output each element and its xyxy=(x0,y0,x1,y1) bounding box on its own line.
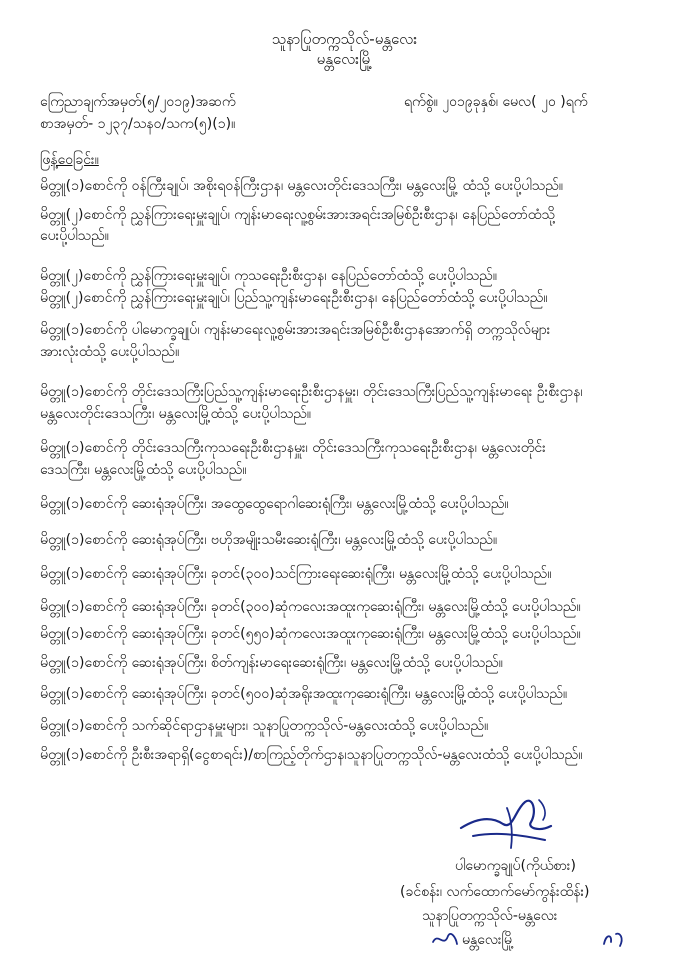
handwritten-signature xyxy=(455,788,565,860)
distribution-line: မိတ္တူ(၁)စောင်ကို ဆေးရုံအုပ်ကြီး၊ ခုတင်(၃၀၀)သင်ကြားရေးဆေးရုံကြီး၊ မန္တလေးမြို့ထံသို့ ပေးပို့ပါသည်။ xyxy=(40,566,552,582)
letter-date: ရက်စွဲ။ ၂၀၁၉ခုနှစ်၊ မေလ( ၂၀ )ရက် xyxy=(404,94,588,110)
distribution-line: မိတ္တူ(၂)စောင်ကို ညွှန်ကြားရေးမှူးချုပ်၊ ကျန်းမာရေးလူ့စွမ်းအားအရင်းအမြစ်ဦးစီးဌာန၊ နေပြည်တော်ထံသို့ xyxy=(40,207,555,223)
distribution-line: မိတ္တူ(၁)စောင်ကို ဝန်ကြီးချုပ်၊ အစိုးရဝန်ကြီးဌာန၊ မန္တလေးတိုင်းဒေသကြီး၊ မန္တလေးမြို့ ထံသို့ ပေးပို့ပါသည်။ xyxy=(40,178,563,194)
distribution-heading: ဖြန့်ဝေခြင်း။ xyxy=(40,152,99,168)
distribution-line: မိတ္တူ(၂)စောင်ကို ညွှန်ကြားရေးမှူးချုပ်၊ ပြည်သူ့ကျန်းမာရေးဦးစီးဌာန၊ နေပြည်တော်ထံသို့ ပေးပို့ပါသည်။ xyxy=(40,290,548,306)
distribution-line: မန္တလေးတိုင်းဒေသကြီး၊ မန္တလေးမြို့ထံသို့ ပေးပို့ပါသည်။ xyxy=(40,406,312,422)
distribution-line: မိတ္တူ(၁)စောင်ကို ပါမောက္ခချုပ်၊ ကျန်းမာရေးလူ့စွမ်းအားအရင်းအမြစ်ဦးစီးဌာနအောက်ရှိ တက္ကသိုလ်များ xyxy=(40,322,551,338)
institution-city: မန္တလေးမြို့ xyxy=(316,50,373,68)
initial-mark-icon xyxy=(430,928,460,950)
announcement-ref: ကြေညာချက်အမှတ်(၅/၂၀၁၉)အဆက် xyxy=(40,94,236,110)
distribution-line: ပေးပို့ပါသည်။ xyxy=(40,228,109,244)
distribution-line: မိတ္တူ(၁)စောင်ကို ဆေးရုံအုပ်ကြီး၊ ခုတင်(၅၅၀)ဆုံကလေးအထူးကုဆေးရုံကြီး၊ မန္တလေးမြို့ထံသို့ ပေးပို့ပါသည်။ xyxy=(40,626,581,642)
signatory-name: (ခင်စန်း၊ လက်ထောက်မော်ကွန်းထိန်း) xyxy=(400,884,590,900)
distribution-line: မိတ္တူ(၁)စောင်ကို ဆေးရုံအုပ်ကြီး၊ စိတ်ကျန်းမာရေးဆေးရုံကြီး၊ မန္တလေးမြို့ထံသို့ ပေးပို့ပါသည်။ xyxy=(40,655,503,671)
distribution-line: မိတ္တူ(၂)စောင်ကို ညွှန်ကြားရေးမှူးချုပ်၊ ကုသရေးဦးစီးဌာန၊ နေပြည်တော်ထံသို့ ပေးပို့ပါသည်။ xyxy=(40,268,497,284)
distribution-line: အားလုံးထံသို့ ပေးပို့ပါသည်။ xyxy=(40,344,180,360)
distribution-line: မိတ္တူ(၁)စောင်ကို ဦးစီးအရာရှိ(ငွေစာရင်း)/စာကြည့်တိုက်ဌာန၊သူနာပြုတက္ကသိုလ်-မန္တလေးထံသို့ ပေးပို့ပါသည်။ xyxy=(40,747,583,763)
signatory-title: ပါမောက္ခချုပ်(ကိုယ်စား) xyxy=(455,858,576,874)
distribution-line: မိတ္တူ(၁)စောင်ကို တိုင်းဒေသကြီးကုသရေးဦးစီးဌာနမှူး၊ တိုင်းဒေသကြီးကုသရေးဦးစီးဌာန၊ မန္တလေးတိုင်း xyxy=(40,440,546,456)
distribution-line: မိတ္တူ(၁)စောင်ကို တိုင်းဒေသကြီးပြည်သူ့ကျန်းမာရေးဦးစီးဌာနမှူး၊ တိုင်းဒေသကြီးပြည်သူ့ကျန်းမာရေး ဦးစီးဌာန၊ xyxy=(40,384,583,400)
signatory-city: မန္တလေးမြို့ xyxy=(462,932,515,948)
signatory-institution: သူနာပြုတက္ကသိုလ်-မန္တလေး xyxy=(422,908,558,924)
distribution-line: ဒေသကြီး၊ မန္တလေးမြို့ထံသို့ ပေးပို့ပါသည်။ xyxy=(40,462,247,478)
letter-number: စာအမှတ်- ၁၂၃၇/သန၀/သက(၅)(၁)။ xyxy=(40,116,236,132)
distribution-line: မိတ္တူ(၁)စောင်ကို ဆေးရုံအုပ်ကြီး၊ ခုတင်(၃၀၀)ဆုံကလေးအထူးကုဆေးရုံကြီး၊ မန္တလေးမြို့ထံသို့ ပေးပို့ပါသည်။ xyxy=(40,599,581,615)
distribution-line: မိတ္တူ(၁)စောင်ကို ဆေးရုံအုပ်ကြီး၊ အထွေထွေရောဂါဆေးရုံကြီး၊ မန္တလေးမြို့ထံသို့ ပေးပို့ပါသည်။ xyxy=(40,496,509,512)
handwritten-date-mark xyxy=(600,928,628,950)
distribution-line: မိတ္တူ(၁)စောင်ကို ဆေးရုံအုပ်ကြီး၊ ခုတင်(၅၀၀)ဆုံအရိုးအထူးကုဆေးရုံကြီး၊ မန္တလေးမြို့ထံသို့ ပေးပို့ပါသည်။ xyxy=(40,686,568,702)
distribution-line: မိတ္တူ(၁)စောင်ကို သက်ဆိုင်ရာဌာနမှူးများ၊ သူနာပြုတက္ကသိုလ်-မန္တလေးထံသို့ ပေးပို့ပါသည်။ xyxy=(40,718,489,734)
institution-name: သူနာပြုတက္ကသိုလ်-မန္တလေး xyxy=(271,30,418,48)
distribution-line: မိတ္တူ(၁)စောင်ကို ဆေးရုံအုပ်ကြီး၊ ဗဟိုအမျိုးသမီးဆေးရုံကြီး၊ မန္တလေးမြို့ထံသို့ ပေးပို့ပါသည်။ xyxy=(40,532,498,548)
